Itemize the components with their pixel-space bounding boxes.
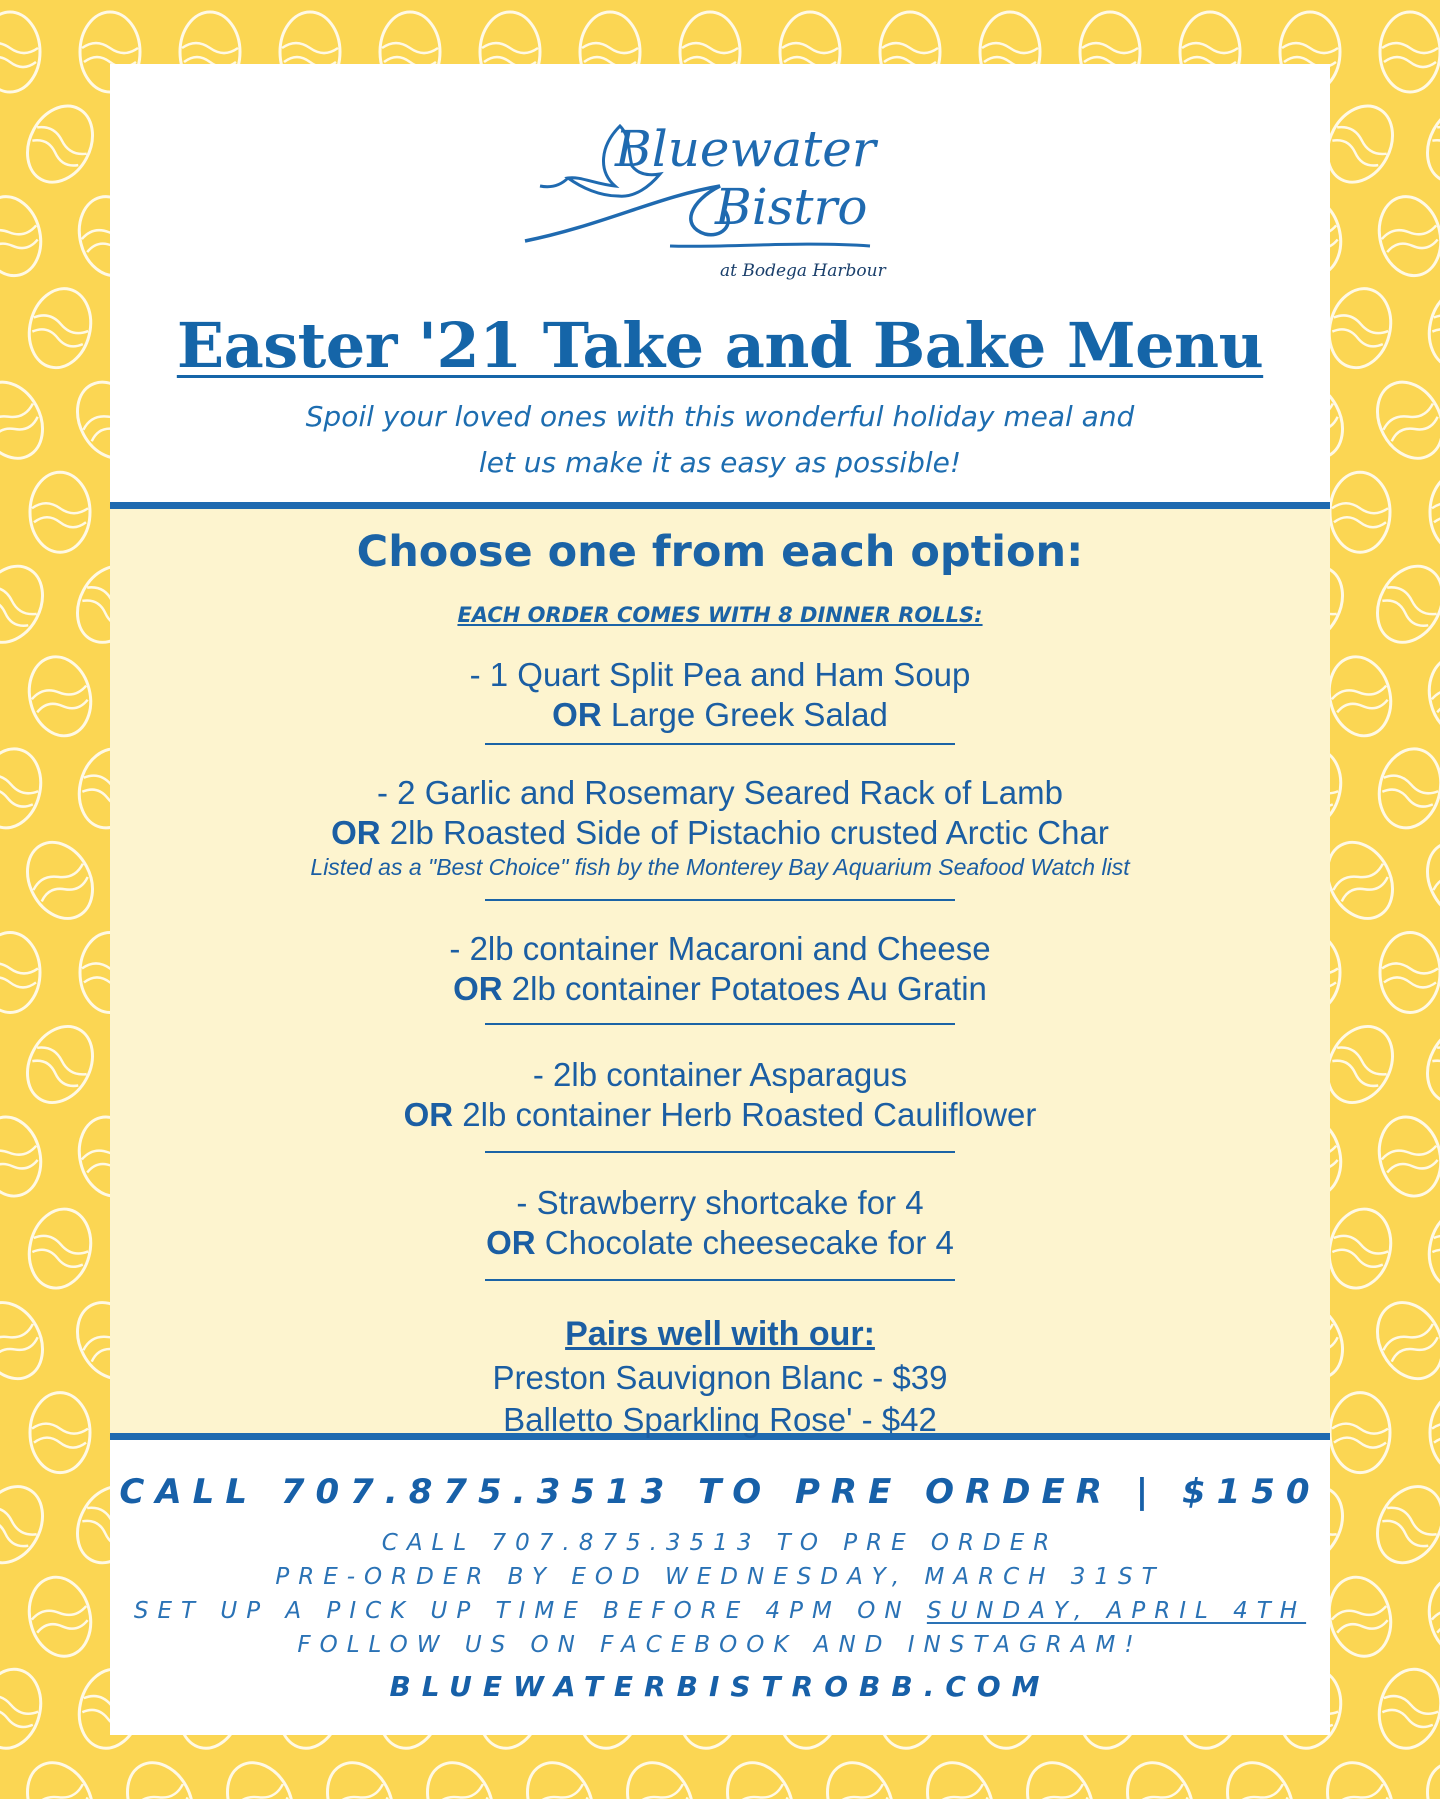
egg-icon bbox=[1315, 1751, 1406, 1799]
course-1 bbox=[110, 655, 1330, 735]
preorder-deadline: PRE-ORDER BY EOD WEDNESDAY, MARCH 31ST bbox=[275, 1564, 1165, 1590]
course-1-option-a: - 1 Quart Split Pea and Ham Soup bbox=[469, 656, 971, 693]
egg-icon bbox=[715, 1751, 806, 1799]
egg-icon bbox=[1421, 650, 1440, 742]
options-heading: Choose one from each option: bbox=[356, 527, 1084, 577]
subtitle-line-1: Spoil your loved ones with this wonderful holiday meal and bbox=[305, 400, 1135, 433]
pairs-heading: Pairs well with our: bbox=[565, 1315, 875, 1353]
egg-icon bbox=[0, 1751, 5, 1799]
pickup-line: SET UP A PICK UP TIME BEFORE 4PM ON SUNDAY, APRIL 4TH bbox=[133, 1598, 1307, 1624]
egg-icon bbox=[615, 1751, 706, 1799]
egg-icon bbox=[0, 1663, 49, 1755]
egg-icon bbox=[1371, 190, 1440, 282]
egg-icon bbox=[15, 95, 106, 194]
separator bbox=[485, 899, 955, 901]
course-4-option-a: - 2lb container Asparagus bbox=[532, 1056, 908, 1093]
course-4 bbox=[110, 1055, 1330, 1135]
egg-icon bbox=[515, 0, 606, 9]
egg-icon bbox=[515, 1751, 606, 1799]
egg-icon bbox=[21, 1202, 99, 1294]
egg-icon bbox=[0, 94, 9, 194]
egg-icon bbox=[30, 1393, 90, 1473]
wine-1: Preston Sauvignon Blanc - $39 bbox=[492, 1359, 948, 1396]
egg-icon bbox=[1330, 1393, 1390, 1473]
course-3 bbox=[110, 929, 1330, 1009]
egg-icon bbox=[315, 0, 406, 9]
egg-icon bbox=[1421, 282, 1440, 374]
egg-icon bbox=[15, 0, 106, 9]
arctic-char-note: Listed as a "Best Choice" fish by the Monterey Bay Aquarium Seafood Watch list bbox=[310, 854, 1130, 880]
course-1-option-b: OR Large Greek Salad bbox=[552, 696, 888, 733]
course-5-option-b: OR Chocolate cheesecake for 4 bbox=[486, 1224, 954, 1261]
egg-icon bbox=[21, 282, 99, 374]
egg-icon bbox=[0, 1015, 5, 1114]
egg-icon bbox=[815, 1751, 906, 1799]
dinner-rolls-note: EACH ORDER COMES WITH 8 DINNER ROLLS: bbox=[457, 603, 983, 627]
egg-icon bbox=[1365, 1475, 1440, 1574]
egg-icon bbox=[1421, 1202, 1440, 1294]
bluewater-bistro-logo bbox=[520, 116, 980, 286]
separator bbox=[485, 1279, 955, 1281]
egg-icon bbox=[1415, 0, 1440, 9]
egg-icon bbox=[1380, 12, 1440, 92]
course-5-option-a: - Strawberry shortcake for 4 bbox=[516, 1184, 924, 1221]
egg-icon bbox=[1415, 1015, 1440, 1114]
egg-icon bbox=[1365, 1291, 1440, 1390]
egg-icon bbox=[21, 650, 99, 742]
egg-icon bbox=[1371, 1110, 1440, 1202]
egg-icon bbox=[615, 0, 706, 9]
logo-name-line1: Bluewater bbox=[615, 120, 876, 178]
course-4-option-b: OR 2lb container Herb Roasted Cauliflower bbox=[403, 1096, 1037, 1133]
egg-icon bbox=[1115, 0, 1206, 9]
egg-icon bbox=[1430, 1393, 1440, 1473]
egg-icon bbox=[915, 0, 1006, 9]
menu-card bbox=[110, 64, 1330, 1735]
egg-icon bbox=[0, 1291, 55, 1390]
egg-icon bbox=[415, 1751, 506, 1799]
egg-icon bbox=[1380, 932, 1440, 1012]
egg-icon bbox=[0, 932, 40, 1012]
subtitle-line-2: let us make it as easy as possible! bbox=[478, 446, 962, 479]
egg-icon bbox=[21, 1571, 99, 1663]
egg-icon bbox=[815, 0, 906, 9]
logo-tagline: at Bodega Harbour bbox=[720, 261, 886, 281]
egg-icon bbox=[1115, 1751, 1206, 1799]
course-2 bbox=[110, 773, 1330, 881]
egg-icon bbox=[1321, 650, 1399, 742]
egg-icon bbox=[415, 0, 506, 9]
course-3-option-a: - 2lb container Macaroni and Cheese bbox=[449, 930, 991, 967]
egg-icon bbox=[1421, 1571, 1440, 1663]
separator bbox=[485, 1151, 955, 1153]
egg-icon bbox=[315, 1751, 406, 1799]
egg-icon bbox=[15, 831, 106, 930]
egg-icon bbox=[0, 281, 10, 375]
egg-icon bbox=[1415, 1751, 1440, 1799]
wine-2: Balletto Sparkling Rose' - $42 bbox=[503, 1401, 937, 1438]
egg-icon bbox=[1321, 1202, 1399, 1294]
egg-icon bbox=[0, 1110, 49, 1202]
egg-icon bbox=[1371, 1663, 1440, 1755]
egg-icon bbox=[0, 742, 49, 834]
egg-icon bbox=[1330, 472, 1390, 552]
egg-icon bbox=[1365, 371, 1440, 470]
separator bbox=[485, 743, 955, 745]
egg-icon bbox=[1215, 1751, 1306, 1799]
egg-icon bbox=[15, 1015, 106, 1114]
call-to-order-price: CALL 707.875.3513 TO PRE ORDER | $150 bbox=[119, 1472, 1321, 1512]
page-title: Easter '21 Take and Bake Menu bbox=[176, 309, 1264, 382]
egg-icon bbox=[215, 0, 306, 9]
egg-icon bbox=[1321, 1571, 1399, 1663]
course-2-option-a: - 2 Garlic and Rosemary Seared Rack of Lamb bbox=[377, 774, 1063, 811]
egg-icon bbox=[1215, 0, 1306, 9]
egg-icon bbox=[1321, 282, 1399, 374]
course-3-option-b: OR 2lb container Potatoes Au Gratin bbox=[453, 970, 987, 1007]
egg-icon bbox=[115, 0, 206, 9]
egg-icon bbox=[1415, 831, 1440, 930]
egg-icon bbox=[0, 12, 40, 92]
pickup-date: SUNDAY, APRIL 4TH bbox=[926, 1598, 1307, 1624]
egg-icon bbox=[715, 0, 806, 9]
course-2-option-b: OR 2lb Roasted Side of Pistachio crusted Arctic Char bbox=[331, 814, 1109, 851]
website-link[interactable]: BLUEWATERBISTROBB.COM bbox=[389, 1670, 1051, 1703]
egg-icon bbox=[0, 555, 55, 654]
egg-icon bbox=[1315, 0, 1406, 9]
logo-name-line2: Bistro bbox=[715, 178, 868, 236]
egg-icon bbox=[1015, 1751, 1106, 1799]
course-5 bbox=[110, 1183, 1330, 1263]
egg-icon bbox=[115, 1751, 206, 1799]
egg-icon bbox=[15, 1751, 106, 1799]
egg-icon bbox=[1365, 555, 1440, 654]
separator bbox=[485, 1023, 955, 1025]
egg-icon bbox=[0, 190, 49, 282]
egg-icon bbox=[915, 1751, 1006, 1799]
menu-options-band bbox=[110, 502, 1330, 1440]
egg-icon bbox=[0, 1475, 55, 1574]
egg-icon bbox=[1015, 0, 1106, 9]
egg-icon bbox=[1430, 472, 1440, 552]
egg-icon bbox=[1371, 742, 1440, 834]
egg-icon bbox=[215, 1751, 306, 1799]
egg-icon bbox=[0, 0, 5, 9]
social-line: FOLLOW US ON FACEBOOK AND INSTAGRAM! bbox=[297, 1632, 1143, 1658]
egg-icon bbox=[1415, 95, 1440, 194]
egg-icon bbox=[0, 831, 5, 930]
call-line: CALL 707.875.3513 TO PRE ORDER bbox=[381, 1530, 1059, 1556]
egg-icon bbox=[0, 371, 55, 470]
egg-icon bbox=[30, 472, 90, 552]
